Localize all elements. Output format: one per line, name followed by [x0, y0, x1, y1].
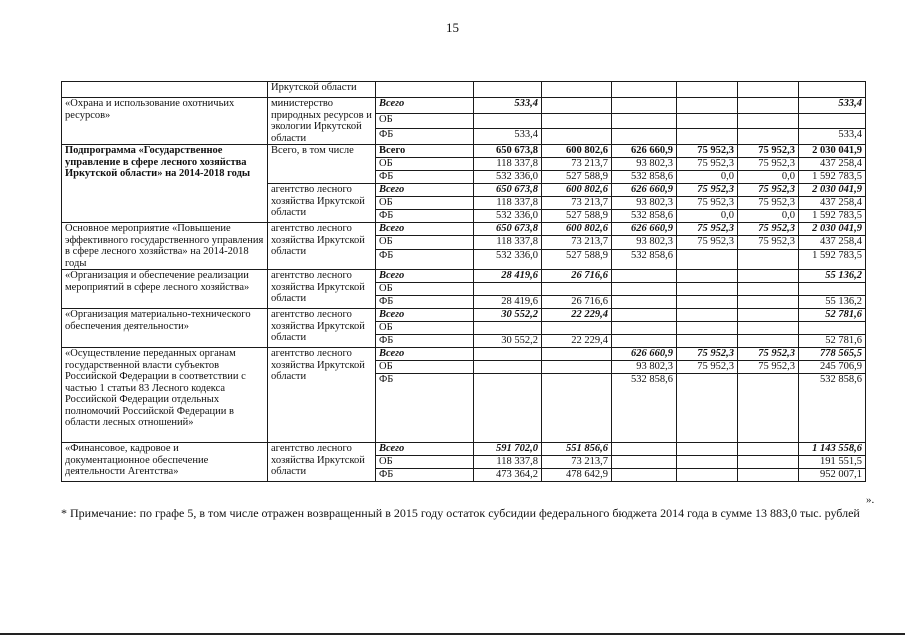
budget-item-name: «Организация материально-технического обеспечения деятельности» [62, 309, 268, 348]
executor-cell: министерство природных ресурсов и экологии Иркутской области [268, 98, 376, 145]
amount-cell [612, 469, 677, 482]
amount-cell [677, 129, 738, 145]
amount-cell [799, 82, 866, 98]
amount-cell: 73 213,7 [542, 197, 612, 210]
amount-cell [799, 322, 866, 335]
amount-cell: 28 419,6 [474, 296, 542, 309]
funding-source-cell: Всего [376, 443, 474, 456]
closing-quote-mark: ». [866, 494, 875, 506]
budget-item-name: Подпрограмма «Государственное управление в сфере лесного хозяйства Иркутской области» на 2014-2018 годы [62, 145, 268, 223]
amount-cell: 52 781,6 [799, 309, 866, 322]
amount-cell [542, 283, 612, 296]
amount-cell [677, 296, 738, 309]
amount-cell [677, 322, 738, 335]
amount-cell [474, 322, 542, 335]
amount-cell [542, 348, 612, 361]
table-row [62, 82, 866, 98]
budget-item-name: Основное мероприятие «Повышение эффективного государственного управления в сфере лесного хозяйства» на 2014-2018 годы [62, 223, 268, 270]
amount-cell [542, 98, 612, 114]
funding-source-cell: ОБ [376, 456, 474, 469]
amount-cell: 1 592 783,5 [799, 249, 866, 269]
budget-item-name: «Охрана и использование охотничьих ресурсов» [62, 98, 268, 145]
funding-source-cell: ФБ [376, 335, 474, 348]
amount-cell: 93 802,3 [612, 361, 677, 374]
funding-source-cell [376, 82, 474, 98]
amount-cell: 437 258,4 [799, 197, 866, 210]
amount-cell: 600 802,6 [542, 145, 612, 158]
amount-cell: 437 258,4 [799, 158, 866, 171]
amount-cell: 532 858,6 [612, 171, 677, 184]
amount-cell [612, 335, 677, 348]
amount-cell [738, 374, 799, 443]
amount-cell: 650 673,8 [474, 145, 542, 158]
amount-cell: 533,4 [474, 129, 542, 145]
amount-cell: 73 213,7 [542, 158, 612, 171]
amount-cell: 532 858,6 [612, 249, 677, 269]
amount-cell: 591 702,0 [474, 443, 542, 456]
amount-cell [612, 82, 677, 98]
funding-source-cell: Всего [376, 348, 474, 361]
executor-cell: агентство лесного хозяйства Иркутской области [268, 309, 376, 348]
funding-source-cell: ФБ [376, 171, 474, 184]
funding-source-cell: Всего [376, 309, 474, 322]
executor-cell: Иркутской области [268, 82, 376, 98]
funding-source-cell: ОБ [376, 113, 474, 129]
amount-cell: 52 781,6 [799, 335, 866, 348]
amount-cell [677, 335, 738, 348]
amount-cell: 532 858,6 [799, 374, 866, 443]
funding-source-cell: ФБ [376, 469, 474, 482]
amount-cell [799, 113, 866, 129]
amount-cell [677, 374, 738, 443]
executor-cell: агентство лесного хозяйства Иркутской области [268, 270, 376, 309]
executor-cell: Всего, в том числе [268, 145, 376, 184]
amount-cell: 30 552,2 [474, 335, 542, 348]
amount-cell: 75 952,3 [677, 197, 738, 210]
amount-cell [474, 283, 542, 296]
amount-cell: 75 952,3 [738, 236, 799, 249]
amount-cell: 118 337,8 [474, 236, 542, 249]
amount-cell [612, 98, 677, 114]
amount-cell: 2 030 041,9 [799, 184, 866, 197]
amount-cell [474, 82, 542, 98]
amount-cell: 75 952,3 [738, 223, 799, 236]
table-row [62, 270, 866, 283]
amount-cell: 93 802,3 [612, 158, 677, 171]
footnote: * Примечание: по графе 5, в том числе отражен возвращенный в 2015 году остаток субсидии федерального бюджета 2014 года в сумме 13 883,0 тыс. рублей [61, 506, 860, 520]
page-bottom-rule [0, 633, 905, 635]
executor-cell: агентство лесного хозяйства Иркутской области [268, 184, 376, 223]
budget-item-name [62, 82, 268, 98]
amount-cell [738, 443, 799, 456]
amount-cell: 0,0 [677, 210, 738, 223]
amount-cell [677, 249, 738, 269]
amount-cell: 75 952,3 [677, 158, 738, 171]
amount-cell: 532 858,6 [612, 374, 677, 443]
amount-cell: 245 706,9 [799, 361, 866, 374]
amount-cell: 75 952,3 [677, 184, 738, 197]
amount-cell: 75 952,3 [738, 361, 799, 374]
amount-cell: 55 136,2 [799, 296, 866, 309]
amount-cell: 28 419,6 [474, 270, 542, 283]
amount-cell: 93 802,3 [612, 236, 677, 249]
amount-cell: 532 858,6 [612, 210, 677, 223]
funding-source-cell: ОБ [376, 361, 474, 374]
amount-cell [677, 309, 738, 322]
amount-cell: 551 856,6 [542, 443, 612, 456]
amount-cell: 626 660,9 [612, 184, 677, 197]
amount-cell [542, 113, 612, 129]
amount-cell: 191 551,5 [799, 456, 866, 469]
amount-cell: 75 952,3 [677, 236, 738, 249]
amount-cell [612, 129, 677, 145]
amount-cell [677, 270, 738, 283]
amount-cell: 533,4 [474, 98, 542, 114]
funding-source-cell: ОБ [376, 236, 474, 249]
amount-cell [738, 309, 799, 322]
funding-source-cell: Всего [376, 270, 474, 283]
amount-cell: 22 229,4 [542, 335, 612, 348]
amount-cell: 75 952,3 [677, 223, 738, 236]
budget-table [61, 81, 866, 482]
amount-cell: 75 952,3 [738, 184, 799, 197]
amount-cell: 0,0 [677, 171, 738, 184]
amount-cell [738, 129, 799, 145]
amount-cell: 118 337,8 [474, 158, 542, 171]
amount-cell [738, 296, 799, 309]
amount-cell: 75 952,3 [677, 145, 738, 158]
budget-item-name: «Организация и обеспечение реализации мероприятий в сфере лесного хозяйства» [62, 270, 268, 309]
amount-cell: 532 336,0 [474, 210, 542, 223]
amount-cell: 75 952,3 [738, 145, 799, 158]
amount-cell: 650 673,8 [474, 184, 542, 197]
budget-item-name: «Финансовое, кадровое и документационное обеспечение деятельности Агентства» [62, 443, 268, 482]
amount-cell: 527 588,9 [542, 210, 612, 223]
amount-cell [738, 322, 799, 335]
amount-cell [542, 361, 612, 374]
table-row [62, 98, 866, 114]
amount-cell: 93 802,3 [612, 197, 677, 210]
amount-cell: 0,0 [738, 210, 799, 223]
amount-cell: 600 802,6 [542, 223, 612, 236]
amount-cell: 26 716,6 [542, 296, 612, 309]
amount-cell [738, 283, 799, 296]
amount-cell [738, 456, 799, 469]
funding-source-cell: ОБ [376, 158, 474, 171]
amount-cell: 75 952,3 [738, 348, 799, 361]
executor-cell: агентство лесного хозяйства Иркутской области [268, 443, 376, 482]
amount-cell [677, 283, 738, 296]
amount-cell [738, 249, 799, 269]
funding-source-cell: ФБ [376, 296, 474, 309]
amount-cell: 75 952,3 [677, 361, 738, 374]
amount-cell [612, 456, 677, 469]
amount-cell: 952 007,1 [799, 469, 866, 482]
amount-cell: 527 588,9 [542, 249, 612, 269]
funding-source-cell: ОБ [376, 322, 474, 335]
page-number: 15 [446, 20, 459, 35]
amount-cell [612, 113, 677, 129]
amount-cell [738, 113, 799, 129]
amount-cell: 1 143 558,6 [799, 443, 866, 456]
funding-source-cell: ОБ [376, 283, 474, 296]
amount-cell [542, 129, 612, 145]
amount-cell: 2 030 041,9 [799, 145, 866, 158]
amount-cell: 22 229,4 [542, 309, 612, 322]
table-row [62, 309, 866, 322]
amount-cell: 650 673,8 [474, 223, 542, 236]
amount-cell: 1 592 783,5 [799, 171, 866, 184]
amount-cell [677, 443, 738, 456]
table-row [62, 223, 866, 236]
amount-cell: 26 716,6 [542, 270, 612, 283]
amount-cell: 30 552,2 [474, 309, 542, 322]
amount-cell: 532 336,0 [474, 249, 542, 269]
amount-cell: 437 258,4 [799, 236, 866, 249]
funding-source-cell: ФБ [376, 249, 474, 269]
amount-cell [612, 283, 677, 296]
amount-cell: 0,0 [738, 171, 799, 184]
funding-source-cell: ОБ [376, 197, 474, 210]
amount-cell [677, 469, 738, 482]
funding-source-cell: Всего [376, 98, 474, 114]
funding-source-cell: ФБ [376, 210, 474, 223]
amount-cell: 527 588,9 [542, 171, 612, 184]
amount-cell: 55 136,2 [799, 270, 866, 283]
amount-cell [542, 374, 612, 443]
amount-cell: 75 952,3 [677, 348, 738, 361]
amount-cell [677, 82, 738, 98]
amount-cell: 600 802,6 [542, 184, 612, 197]
amount-cell [474, 374, 542, 443]
amount-cell: 118 337,8 [474, 456, 542, 469]
amount-cell: 473 364,2 [474, 469, 542, 482]
amount-cell [677, 98, 738, 114]
amount-cell [738, 335, 799, 348]
amount-cell: 626 660,9 [612, 145, 677, 158]
table-row [62, 348, 866, 361]
amount-cell: 626 660,9 [612, 348, 677, 361]
amount-cell [474, 361, 542, 374]
amount-cell [799, 283, 866, 296]
amount-cell: 1 592 783,5 [799, 210, 866, 223]
amount-cell: 118 337,8 [474, 197, 542, 210]
budget-item-name: «Осуществление переданных органам государственной власти субъектов Российской Федерации в соответствии с частью 1 статьи 83 Лесного кодекса Российской Федерации отдельных полномочий Российской Федерации в области лесных отношений» [62, 348, 268, 443]
amount-cell [738, 469, 799, 482]
amount-cell: 533,4 [799, 98, 866, 114]
executor-cell: агентство лесного хозяйства Иркутской области [268, 348, 376, 443]
amount-cell: 532 336,0 [474, 171, 542, 184]
amount-cell: 533,4 [799, 129, 866, 145]
amount-cell: 2 030 041,9 [799, 223, 866, 236]
budget-table-body [62, 82, 866, 482]
amount-cell [542, 82, 612, 98]
amount-cell [738, 98, 799, 114]
table-row [62, 145, 866, 158]
table-row [62, 443, 866, 456]
amount-cell [474, 113, 542, 129]
amount-cell: 478 642,9 [542, 469, 612, 482]
amount-cell [612, 443, 677, 456]
amount-cell: 73 213,7 [542, 236, 612, 249]
amount-cell [474, 348, 542, 361]
amount-cell: 73 213,7 [542, 456, 612, 469]
funding-source-cell: Всего [376, 223, 474, 236]
amount-cell: 626 660,9 [612, 223, 677, 236]
amount-cell: 75 952,3 [738, 197, 799, 210]
amount-cell: 75 952,3 [738, 158, 799, 171]
amount-cell [612, 296, 677, 309]
funding-source-cell: ФБ [376, 129, 474, 145]
amount-cell [612, 309, 677, 322]
funding-source-cell: Всего [376, 145, 474, 158]
amount-cell [612, 322, 677, 335]
amount-cell [738, 270, 799, 283]
executor-cell: агентство лесного хозяйства Иркутской области [268, 223, 376, 270]
amount-cell [677, 456, 738, 469]
amount-cell: 778 565,5 [799, 348, 866, 361]
amount-cell [542, 322, 612, 335]
amount-cell [738, 82, 799, 98]
funding-source-cell: Всего [376, 184, 474, 197]
amount-cell [612, 270, 677, 283]
amount-cell [677, 113, 738, 129]
funding-source-cell: ФБ [376, 374, 474, 443]
